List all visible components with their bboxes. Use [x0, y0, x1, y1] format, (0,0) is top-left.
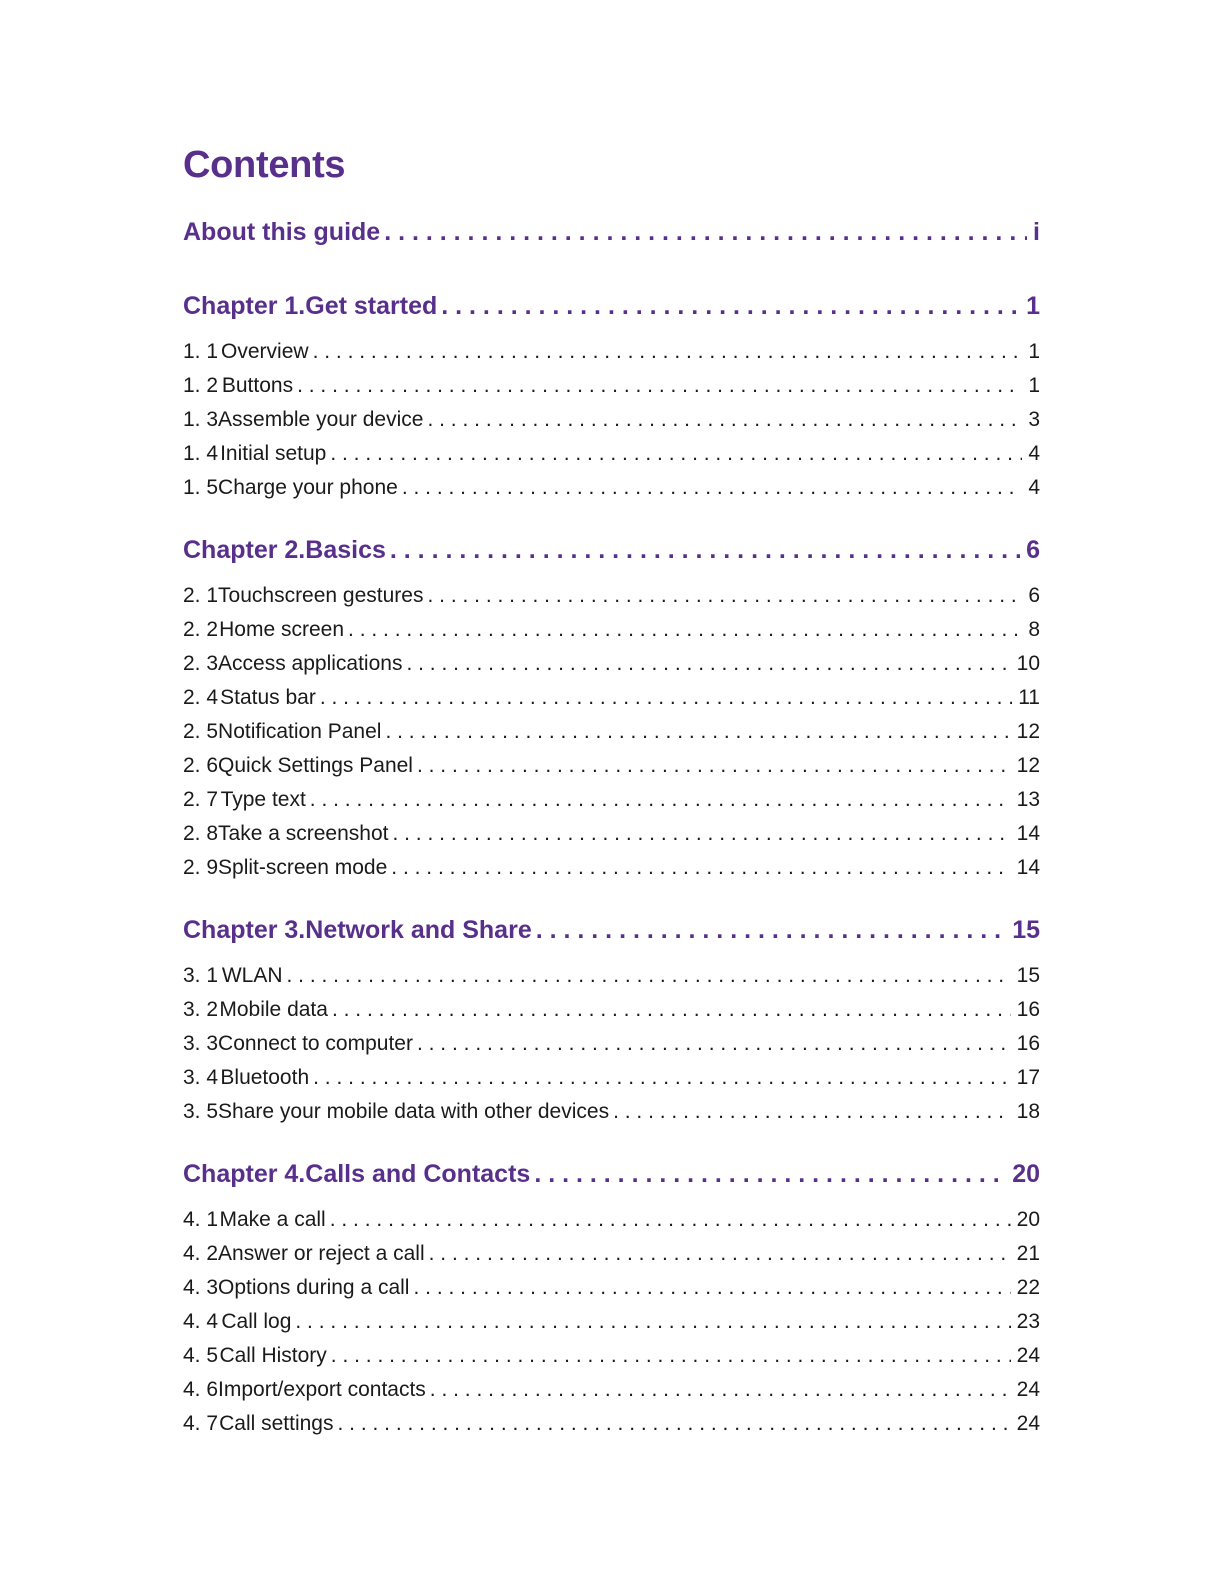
toc-entry-page-number: 22: [1016, 1276, 1040, 1299]
toc-entry-number: 2. 8: [183, 822, 219, 845]
toc-entry-page-number: i: [1033, 218, 1040, 246]
dot-leader: [295, 1310, 1010, 1334]
dot-leader: [320, 686, 1012, 710]
toc-entry-page-number: 21: [1016, 1242, 1040, 1265]
toc-entry-title: Initial setup: [220, 442, 327, 465]
toc-entry-title: Assemble your device: [218, 408, 424, 431]
dot-leader: [331, 1344, 1011, 1368]
toc-section-entry[interactable]: [183, 964, 1040, 994]
toc-entry-number: 4. 3: [183, 1276, 219, 1299]
dot-leader: [427, 584, 1022, 608]
toc-chapter-entry[interactable]: [183, 292, 1040, 326]
toc-entry-page-number: 14: [1016, 822, 1040, 845]
toc-entry-number: 3. 3: [183, 1032, 219, 1055]
dot-leader: [330, 1208, 1011, 1232]
toc-section-entry[interactable]: [183, 476, 1040, 506]
dot-leader: [391, 856, 1010, 880]
dot-leader: [384, 218, 1027, 247]
toc-chapter-entry[interactable]: [183, 536, 1040, 570]
toc-entry-page-number: 12: [1016, 754, 1040, 777]
toc-entry-page-number: 1: [1026, 292, 1040, 320]
dot-leader: [385, 720, 1010, 744]
dot-leader: [310, 788, 1011, 812]
toc-entry-number: 2. 6: [183, 754, 219, 777]
toc-entry-title: Notification Panel: [218, 720, 382, 743]
toc-entry-number: 4. 7: [183, 1412, 219, 1435]
toc-section-entry[interactable]: [183, 584, 1040, 614]
toc-entry-number: 2. 2: [183, 618, 219, 641]
toc-entry-number: 4. 6: [183, 1378, 219, 1401]
toc-section-entry[interactable]: [183, 1242, 1040, 1272]
toc-section-entry[interactable]: [183, 374, 1040, 404]
dot-leader: [429, 1242, 1011, 1266]
toc-entry-number: Chapter 1.: [183, 292, 306, 320]
toc-chapter-entry[interactable]: [183, 916, 1040, 950]
toc-entry-number: 4. 4: [183, 1310, 219, 1333]
dot-leader: [297, 374, 1022, 398]
toc-entry-title: Take a screenshot: [218, 822, 389, 845]
toc-entry-title: Access applications: [218, 652, 403, 675]
toc-entry-page-number: 15: [1016, 964, 1040, 987]
toc-entry-title: Buttons: [221, 374, 294, 397]
page-title: Contents: [183, 144, 346, 186]
toc-entry-page-number: 4: [1028, 442, 1040, 465]
toc-entry-page-number: 15: [1012, 916, 1040, 944]
toc-entry-number: Chapter 3.: [183, 916, 306, 944]
toc-section-entry[interactable]: [183, 856, 1040, 886]
toc-entry-title: Import/export contacts: [218, 1378, 426, 1401]
toc-section-entry[interactable]: [183, 408, 1040, 438]
toc-entry-number: Chapter 2.: [183, 536, 306, 564]
toc-entry-number: 1. 4: [183, 442, 219, 465]
toc-entry-title: Charge your phone: [218, 476, 398, 499]
toc-entry-page-number: 24: [1016, 1378, 1040, 1401]
toc-entry-title: Connect to computer: [218, 1032, 413, 1055]
toc-entry-number: 1. 2: [183, 374, 219, 397]
toc-entry-page-number: 3: [1028, 408, 1040, 431]
toc-entry-title: Home screen: [219, 618, 345, 641]
toc-entry-title: Type text: [220, 788, 306, 811]
toc-section-entry[interactable]: [183, 442, 1040, 472]
toc-entry-page-number: 1: [1028, 374, 1040, 397]
toc-section-entry[interactable]: [183, 686, 1040, 716]
toc-entry-title: Status bar: [220, 686, 316, 709]
dot-leader: [536, 916, 1006, 945]
toc-section-entry[interactable]: [183, 998, 1040, 1028]
toc-entry-page-number: 17: [1016, 1066, 1040, 1089]
toc-entry-page-number: 11: [1018, 686, 1040, 709]
toc-entry-page-number: 16: [1016, 1032, 1040, 1055]
toc-entry-page-number: 23: [1016, 1310, 1040, 1333]
toc-entry-number: 3. 1: [183, 964, 219, 987]
dot-leader: [392, 822, 1010, 846]
toc-entry-page-number: 20: [1012, 1160, 1040, 1188]
toc-entry-title: Share your mobile data with other devices: [218, 1100, 610, 1123]
toc-section-entry[interactable]: [183, 822, 1040, 852]
toc-section-entry[interactable]: [183, 1276, 1040, 1306]
toc-section-entry[interactable]: [183, 340, 1040, 370]
toc-entry-number: 1. 3: [183, 408, 219, 431]
toc-entry-page-number: 4: [1028, 476, 1040, 499]
toc-entry-title: Make a call: [219, 1208, 326, 1231]
toc-entry-page-number: 20: [1016, 1208, 1040, 1231]
toc-section-entry[interactable]: [183, 1344, 1040, 1374]
toc-entry-title: Get started: [305, 292, 438, 320]
dot-leader: [613, 1100, 1011, 1124]
dot-leader: [534, 1160, 1006, 1189]
toc-entry-title: Options during a call: [218, 1276, 410, 1299]
dot-leader: [441, 292, 1020, 321]
toc-entry-number: 2. 3: [183, 652, 219, 675]
toc-entry-number: 4. 2: [183, 1242, 219, 1265]
toc-section-entry[interactable]: [183, 652, 1040, 682]
toc-entry-page-number: 1: [1028, 340, 1040, 363]
toc-entry-number: 2. 9: [183, 856, 219, 879]
toc-entry-page-number: 13: [1016, 788, 1040, 811]
toc-entry-page-number: 6: [1026, 536, 1040, 564]
toc-entry-title: Answer or reject a call: [218, 1242, 425, 1265]
toc-entry-number: 3. 5: [183, 1100, 219, 1123]
toc-entry-title: Call settings: [219, 1412, 334, 1435]
toc-section-entry[interactable]: [183, 1208, 1040, 1238]
dot-leader: [406, 652, 1010, 676]
toc-entry-number: 3. 2: [183, 998, 219, 1021]
dot-leader: [330, 442, 1022, 466]
toc-entry-number: 3. 4: [183, 1066, 219, 1089]
toc-entry-title: Call log: [221, 1310, 292, 1333]
toc-section-entry[interactable]: [183, 1100, 1040, 1130]
toc-entry-title: Call History: [219, 1344, 327, 1367]
toc-entry-title: Split-screen mode: [218, 856, 388, 879]
toc-entry-number: 4. 5: [183, 1344, 219, 1367]
toc-chapter-entry[interactable]: [183, 1160, 1040, 1194]
toc-entry-title: Network and Share: [305, 916, 532, 944]
toc-entry-page-number: 8: [1028, 618, 1040, 641]
toc-section-entry[interactable]: [183, 1412, 1040, 1442]
dot-leader: [332, 998, 1011, 1022]
dot-leader: [417, 754, 1011, 778]
toc-entry-page-number: 24: [1016, 1344, 1040, 1367]
toc-entry-number: Chapter 4.: [183, 1160, 306, 1188]
toc-entry-title: Calls and Contacts: [305, 1160, 531, 1188]
dot-leader: [417, 1032, 1011, 1056]
toc-section-entry[interactable]: [183, 1032, 1040, 1062]
dot-leader: [390, 536, 1020, 565]
toc-entry-number: 1. 1: [183, 340, 219, 363]
dot-leader: [427, 408, 1022, 432]
toc-entry-page-number: 24: [1016, 1412, 1040, 1435]
toc-entry-number: 2. 5: [183, 720, 219, 743]
toc-section-entry[interactable]: [183, 1310, 1040, 1340]
toc-entry-title: About this guide: [183, 218, 381, 246]
toc-entry-title: Touchscreen gestures: [218, 584, 424, 607]
toc-entry-page-number: 14: [1016, 856, 1040, 879]
toc-section-entry[interactable]: [183, 720, 1040, 750]
dot-leader: [348, 618, 1022, 642]
toc-entry-number: 2. 1: [183, 584, 219, 607]
toc-section-entry[interactable]: [183, 754, 1040, 784]
toc-entry-page-number: 16: [1016, 998, 1040, 1021]
toc-entry-page-number: 6: [1028, 584, 1040, 607]
toc-entry-page-number: 18: [1016, 1100, 1040, 1123]
toc-entry-title: Overview: [221, 340, 309, 363]
dot-leader: [313, 340, 1023, 364]
toc-entry-title: WLAN: [221, 964, 283, 987]
dot-leader: [287, 964, 1011, 988]
toc-chapter-entry[interactable]: [183, 218, 1040, 252]
toc-entry-title: Bluetooth: [220, 1066, 310, 1089]
dot-leader: [313, 1066, 1011, 1090]
toc-entry-page-number: 10: [1016, 652, 1040, 675]
toc-section-entry[interactable]: [183, 1378, 1040, 1408]
toc-entry-number: 1. 5: [183, 476, 219, 499]
toc-entry-page-number: 12: [1016, 720, 1040, 743]
dot-leader: [337, 1412, 1010, 1436]
toc-section-entry[interactable]: [183, 1066, 1040, 1096]
dot-leader: [413, 1276, 1010, 1300]
toc-entry-number: 4. 1: [183, 1208, 219, 1231]
toc-entry-title: Basics: [305, 536, 386, 564]
toc-section-entry[interactable]: [183, 618, 1040, 648]
dot-leader: [430, 1378, 1011, 1402]
toc-entry-number: 2. 7: [183, 788, 219, 811]
toc-section-entry[interactable]: [183, 788, 1040, 818]
toc-entry-title: Mobile data: [219, 998, 328, 1021]
dot-leader: [402, 476, 1022, 500]
toc-entry-title: Quick Settings Panel: [218, 754, 413, 777]
toc-entry-number: 2. 4: [183, 686, 219, 709]
